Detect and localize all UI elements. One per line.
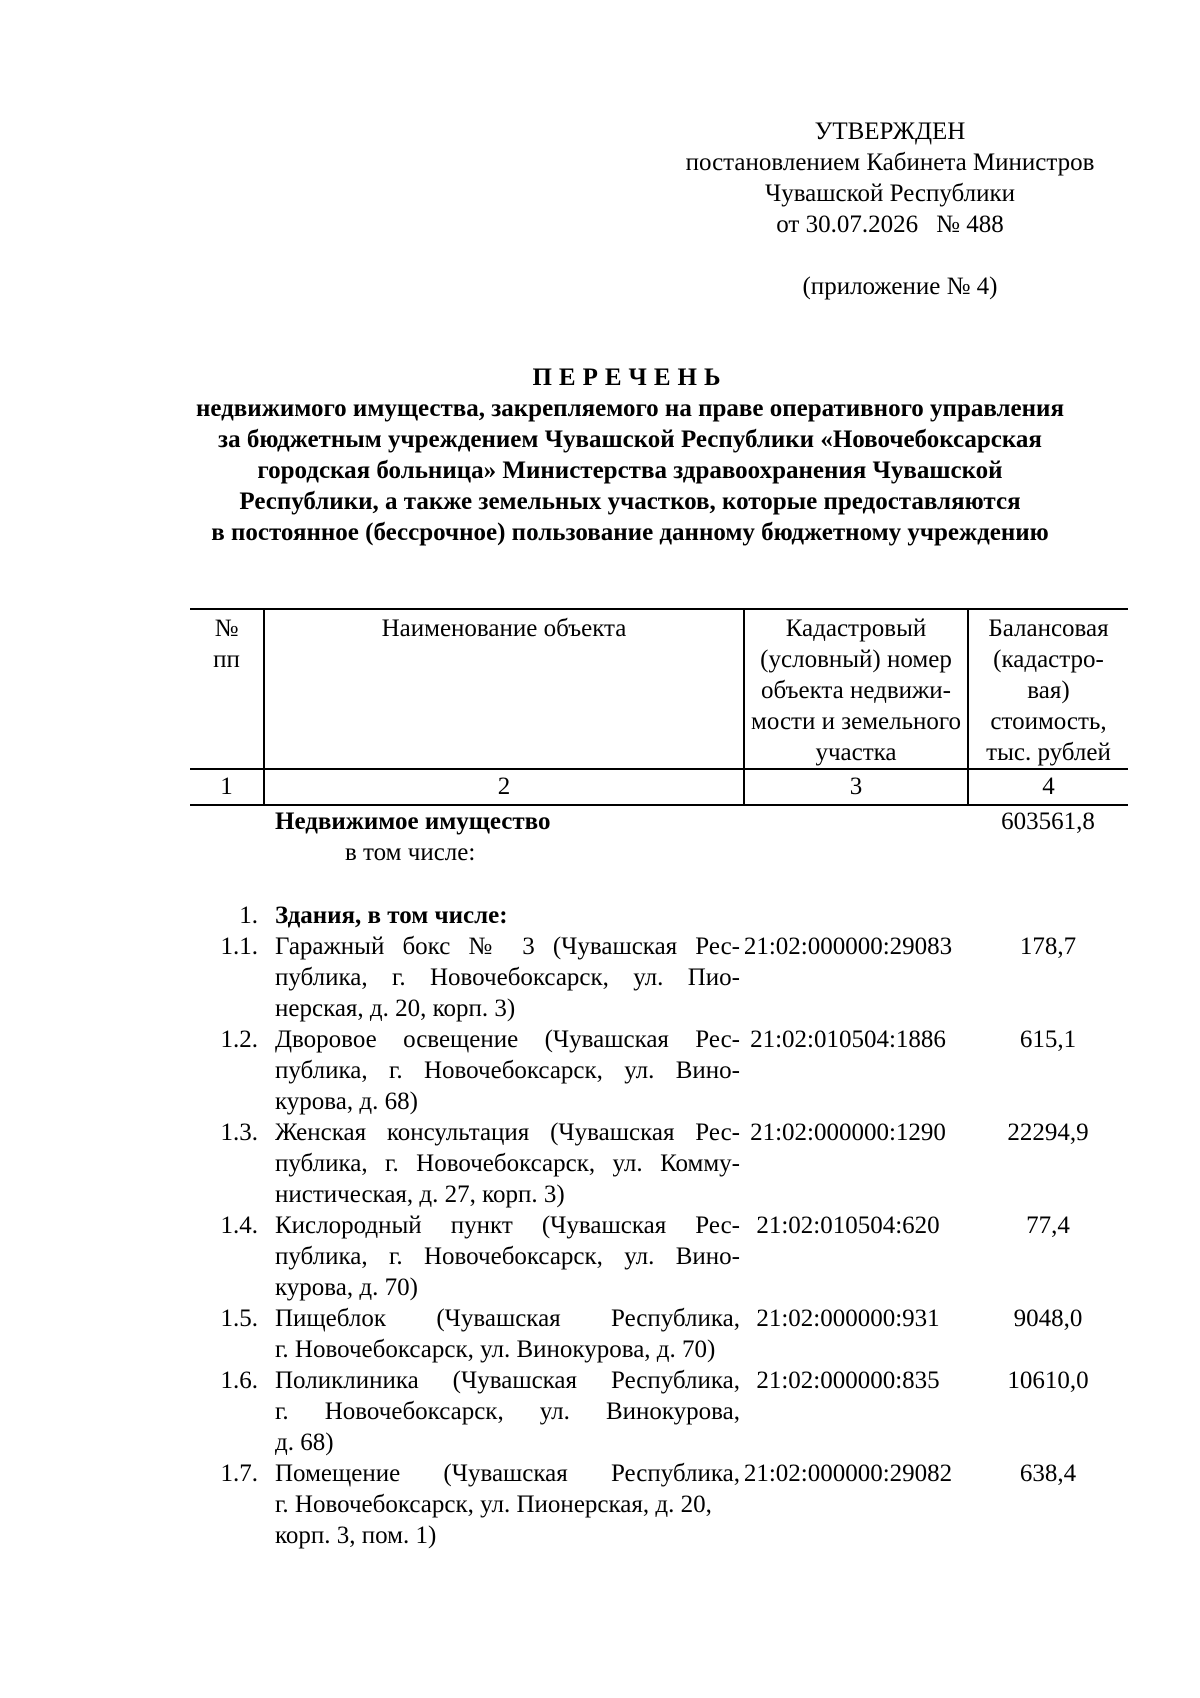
- title-line: в постоянное (бессрочное) пользование данному бюджетному учреждению: [211, 519, 1049, 546]
- approval-authority: постановлением Кабинета Министров: [685, 149, 1095, 176]
- appendix-note: (приложение № 4): [802, 273, 998, 300]
- section-number: 1.: [239, 902, 258, 929]
- column-number-3: 3: [849, 773, 863, 800]
- row-value: 22294,9: [1007, 1119, 1089, 1146]
- approval-date: от 30.07.2026: [776, 211, 919, 238]
- header-text: пп: [213, 646, 240, 673]
- header-text: тыс. рублей: [986, 739, 1111, 766]
- row-cadastral: 21:02:000000:29082: [743, 1460, 953, 1487]
- row-name-line: Поликлиника (Чувашская Республика,: [275, 1367, 740, 1394]
- row-name: [275, 1210, 740, 1303]
- title-line: городская больница» Министерства здравоохранения Чувашской: [257, 457, 1003, 484]
- row-name-line: публика, г. Новочебоксарск, ул. Комму-: [275, 1150, 740, 1177]
- row-name-line: Кислородный пункт (Чувашская Рес-: [275, 1212, 740, 1239]
- header-text: Балансовая: [988, 615, 1109, 642]
- row-name-line: публика, г. Новочебоксарск, ул. Пио-: [275, 964, 740, 991]
- title-line: Республики, а также земельных участков, которые предоставляются: [239, 488, 1021, 515]
- approval-region: Чувашской Республики: [764, 180, 1016, 207]
- row-name-line: г. Новочебоксарск, ул. Пионерская, д. 20,: [275, 1491, 712, 1518]
- column-number-1: 1: [220, 773, 233, 800]
- row-name-line: нерская, д. 20, корп. 3): [275, 995, 516, 1022]
- document-title: [150, 362, 1110, 548]
- total-sublabel: в том числе:: [345, 839, 476, 866]
- row-cadastral: 21:02:000000:29083: [743, 933, 953, 960]
- header-value: [969, 613, 1128, 768]
- row-value: 77,4: [1026, 1212, 1070, 1239]
- row-name: [275, 1024, 740, 1117]
- title-subtitle: [150, 393, 1110, 548]
- header-name: [265, 613, 743, 644]
- row-name-line: Помещение (Чувашская Республика,: [275, 1460, 740, 1487]
- header-text: (кадастро-: [993, 646, 1104, 673]
- row-name-line: корп. 3, пом. 1): [275, 1522, 437, 1549]
- row-name-line: д. 68): [275, 1429, 334, 1456]
- title-line: за бюджетным учреждением Чувашской Республики «Новочебоксарская: [218, 426, 1042, 453]
- header-row-divider: [190, 768, 1128, 770]
- row-name-line: Пищеблок (Чувашская Республика,: [275, 1305, 740, 1332]
- row-cadastral: 21:02:010504:1886: [750, 1026, 946, 1053]
- row-name-line: Дворовое освещение (Чувашская Рес-: [275, 1026, 740, 1053]
- row-cadastral: 21:02:000000:835: [756, 1367, 940, 1394]
- column-number-2: 2: [497, 773, 511, 800]
- header-text: Наименование объекта: [381, 615, 627, 642]
- section-label: Здания, в том числе:: [275, 902, 508, 929]
- row-name-line: публика, г. Новочебоксарск, ул. Вино-: [275, 1243, 740, 1270]
- header-number: [190, 613, 263, 675]
- row-name-line: нистическая, д. 27, корп. 3): [275, 1181, 565, 1208]
- total-label: Недвижимое имущество: [275, 808, 551, 835]
- row-name-line: Гаражный бокс № 3 (Чувашская Рес-: [275, 933, 740, 960]
- header-text: Кадастровый: [785, 615, 927, 642]
- row-number: 1.4.: [220, 1212, 258, 1239]
- header-text: (условный) номер: [760, 646, 952, 673]
- header-text: участка: [815, 739, 897, 766]
- row-name-line: г. Новочебоксарск, ул. Винокурова, д. 70): [275, 1336, 716, 1363]
- row-name-line: публика, г. Новочебоксарск, ул. Вино-: [275, 1057, 740, 1084]
- row-name-line: курова, д. 68): [275, 1088, 418, 1115]
- row-number: 1.7.: [220, 1460, 258, 1487]
- header-text: объекта недвижи-: [760, 677, 952, 704]
- row-name-line: курова, д. 70): [275, 1274, 418, 1301]
- row-cadastral: 21:02:010504:620: [756, 1212, 940, 1239]
- total-value: 603561,8: [1001, 808, 1095, 835]
- row-cadastral: 21:02:000000:931: [756, 1305, 940, 1332]
- row-name: [275, 931, 740, 1024]
- row-value: 9048,0: [1013, 1305, 1083, 1332]
- row-value: 638,4: [1019, 1460, 1077, 1487]
- row-number: 1.6.: [220, 1367, 258, 1394]
- approval-date-number: [670, 209, 1110, 240]
- row-number: 1.3.: [220, 1119, 258, 1146]
- row-cadastral: 21:02:000000:1290: [750, 1119, 946, 1146]
- title-heading: ПЕРЕЧЕНЬ: [532, 364, 728, 391]
- row-number: 1.1.: [220, 933, 258, 960]
- header-cadastral: [745, 613, 967, 768]
- row-value: 615,1: [1019, 1026, 1077, 1053]
- row-name: [275, 1117, 740, 1210]
- title-line: недвижимого имущества, закрепляемого на праве оперативного управления: [195, 395, 1064, 422]
- header-text: №: [214, 615, 239, 642]
- row-name: [275, 1365, 740, 1458]
- column-number-4: 4: [1042, 773, 1055, 800]
- row-value: 10610,0: [1007, 1367, 1089, 1394]
- approval-status: УТВЕРЖДЕН: [814, 118, 966, 145]
- header-text: мости и земельного: [751, 708, 961, 735]
- row-name: [275, 1303, 740, 1365]
- row-name: [275, 1458, 740, 1551]
- row-number: 1.2.: [220, 1026, 258, 1053]
- row-value: 178,7: [1019, 933, 1077, 960]
- table-header: [190, 608, 1128, 806]
- approval-number: № 488: [936, 211, 1004, 238]
- row-name-line: г. Новочебоксарск, ул. Винокурова,: [275, 1398, 740, 1425]
- header-text: стоимость,: [990, 708, 1107, 735]
- header-text: вая): [1027, 677, 1070, 704]
- approval-block: [670, 116, 1110, 240]
- row-name-line: Женская консультация (Чувашская Рес-: [275, 1119, 740, 1146]
- row-number: 1.5.: [220, 1305, 258, 1332]
